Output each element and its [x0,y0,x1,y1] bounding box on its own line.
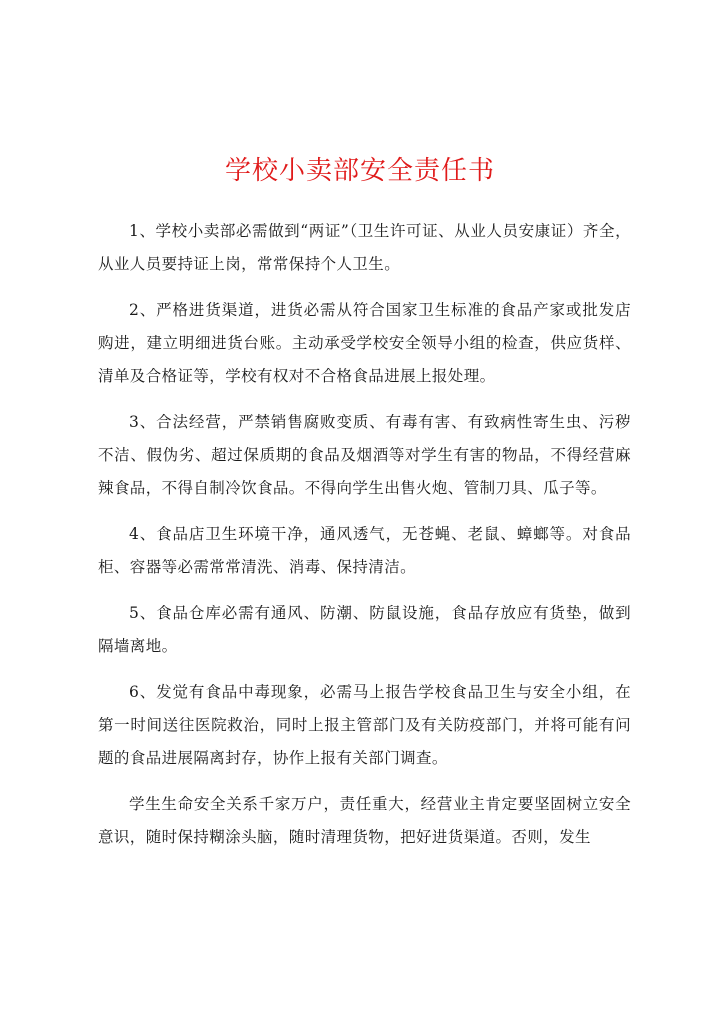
paragraph-6: 6、发觉有食品中毒现象，必需马上报告学校食品卫生与安全小组，在第一时间送往医院救治，同时上报主管部门及有关防疫部门，并将可能有问题的食品进展隔离封存，协作上报有关部门调查。 [98,683,631,767]
paragraph-2: 2、严格进货渠道，进货必需从符合国家卫生标准的食品产家或批发店购进，建立明细进货台账。主动承受学校安全领导小组的检查，供应货样、清单及合格证等，学校有权对不合格食品进展上报处理。 [98,301,631,385]
paragraph-4: 4、食品店卫生环境干净，通风透气，无苍蝇、老鼠、蟑螂等。对食品柜、容器等必需常常清洗、消毒、保持清洁。 [98,525,631,576]
document-title: 学校小卖部安全责任书 [224,156,495,186]
document-body [98,215,631,867]
paragraph-3: 3、合法经营，严禁销售腐败变质、有毒有害、有致病性寄生虫、污秽不洁、假伪劣、超过保质期的食品及烟酒等对学生有害的物品，不得经营麻辣食品，不得自制冷饮食品。不得向学生出售火炮、管制刀具、瓜子等。 [98,413,631,497]
paragraph-1: 1、学校小卖部必需做到“两证”（卫生许可证、从业人员安康证）齐全，从业人员要持证上岗，常常保持个人卫生。 [98,222,631,273]
paragraph-closing: 学生生命安全关系千家万户，责任重大，经营业主肯定要坚固树立安全意识，随时保持糊涂头脑，随时清理货物，把好进货渠道。否则，发生 [98,795,631,846]
paragraph-5: 5、食品仓库必需有通风、防潮、防鼠设施，食品存放应有货垫，做到隔墙离地。 [98,604,631,655]
